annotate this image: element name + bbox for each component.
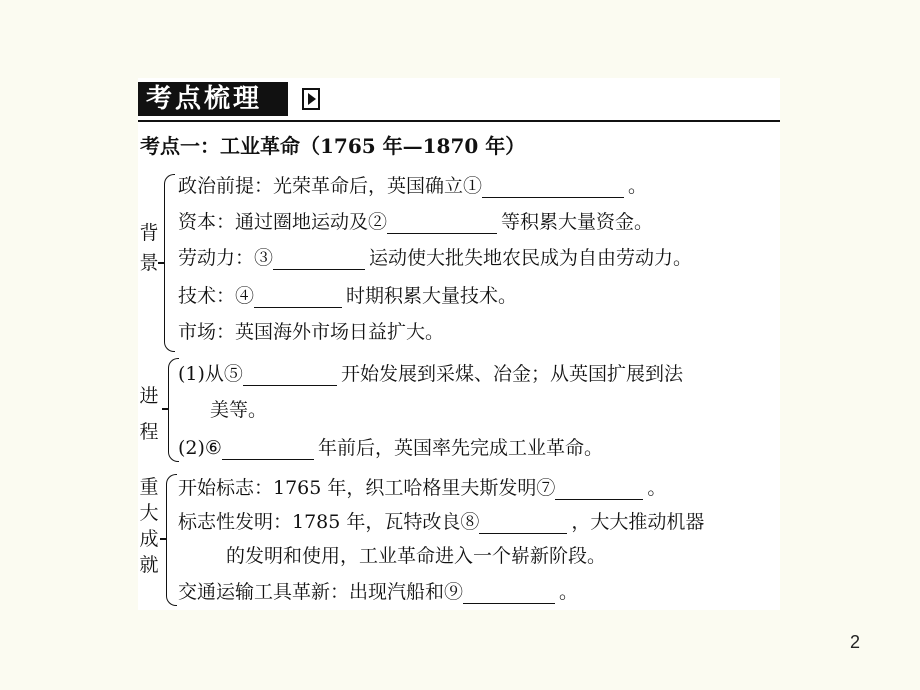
answer-blank-5[interactable] <box>243 365 337 386</box>
achievements-label-text: 重大成就 <box>139 476 159 576</box>
blank-marker: ⑨ <box>444 581 464 603</box>
answer-blank-8[interactable] <box>479 513 567 534</box>
category-label-background <box>138 218 160 278</box>
header-title: 考点梳理 <box>138 82 288 116</box>
page-number: 2 <box>850 632 861 652</box>
process-line-1 <box>178 362 683 386</box>
header-rule <box>138 120 780 122</box>
blank-marker: ④ <box>235 285 255 307</box>
answer-blank-3[interactable] <box>273 249 365 270</box>
play-arrow-icon <box>302 88 320 110</box>
line-text: 运动使大批失地农民成为自由劳动力。 <box>369 247 693 269</box>
line-text: 美等。 <box>210 399 268 421</box>
blank-marker: ⑤ <box>223 363 243 385</box>
brace-background <box>164 174 175 352</box>
achievements-line-1 <box>178 476 666 500</box>
background-line-2 <box>178 210 653 234</box>
blank-marker: ② <box>368 211 388 233</box>
blank-marker: ⑦ <box>536 477 556 499</box>
category-label-achievements <box>138 474 160 578</box>
process-line-3 <box>178 436 603 460</box>
line-text: 资本：通过圈地运动及 <box>178 211 369 233</box>
line-text: 的发明和使用，工业革命进入一个崭新阶段。 <box>226 545 607 567</box>
line-text: 市场：英国海外市场日益扩大。 <box>178 321 445 343</box>
answer-blank-9[interactable] <box>463 583 555 604</box>
background-line-3 <box>178 246 692 270</box>
line-text: 劳动力： <box>178 247 255 269</box>
line-text: 时期积累大量技术。 <box>346 285 518 307</box>
section-title: 考点一：工业革命（1765 年—1870 年） <box>140 134 526 158</box>
process-label-text: 进程 <box>139 385 159 443</box>
line-text: (1)从 <box>178 363 224 385</box>
line-text: 年前后，英国率先完成工业革命。 <box>317 437 603 459</box>
brace-tip-background <box>158 262 164 264</box>
line-text: 。 <box>559 581 579 603</box>
answer-blank-2[interactable] <box>387 213 497 234</box>
line-text: 政治前提：光荣革命后，英国确立 <box>178 175 464 197</box>
background-line-4 <box>178 284 517 308</box>
line-text: 。 <box>628 175 648 197</box>
line-text: 。 <box>647 477 667 499</box>
answer-blank-6[interactable] <box>222 439 314 460</box>
brace-tip-process <box>162 408 168 410</box>
achievements-line-4 <box>178 580 578 604</box>
blank-marker: ⑥ <box>204 437 222 459</box>
background-line-1 <box>178 174 647 198</box>
line-text: 等积累大量资金。 <box>501 211 654 233</box>
blank-marker: ① <box>463 175 483 197</box>
answer-blank-1[interactable] <box>482 177 624 198</box>
brace-achievements <box>166 474 177 606</box>
brace-tip-achievements <box>160 538 166 540</box>
background-label-text: 背景 <box>139 222 159 274</box>
process-line-2 <box>210 398 267 422</box>
line-text: (2) <box>178 437 205 459</box>
background-line-5 <box>178 320 444 344</box>
blank-marker: ③ <box>254 247 274 269</box>
achievements-line-3 <box>226 544 606 568</box>
line-text: ，大大推动机器 <box>571 511 705 533</box>
achievements-line-2 <box>178 510 704 534</box>
line-text: 开始发展到采煤、冶金；从英国扩展到法 <box>340 363 683 385</box>
line-text: 标志性发明：1785 年，瓦特改良 <box>178 511 461 533</box>
line-text: 交通运输工具革新：出现汽船和 <box>178 581 445 603</box>
blank-marker: ⑧ <box>460 511 480 533</box>
line-text: 技术： <box>178 285 236 307</box>
category-label-process <box>138 378 160 450</box>
answer-blank-4[interactable] <box>254 287 342 308</box>
section-header <box>138 82 780 116</box>
answer-blank-7[interactable] <box>555 479 643 500</box>
line-text: 开始标志：1765 年，织工哈格里夫斯发明 <box>178 477 537 499</box>
study-panel <box>138 78 780 610</box>
